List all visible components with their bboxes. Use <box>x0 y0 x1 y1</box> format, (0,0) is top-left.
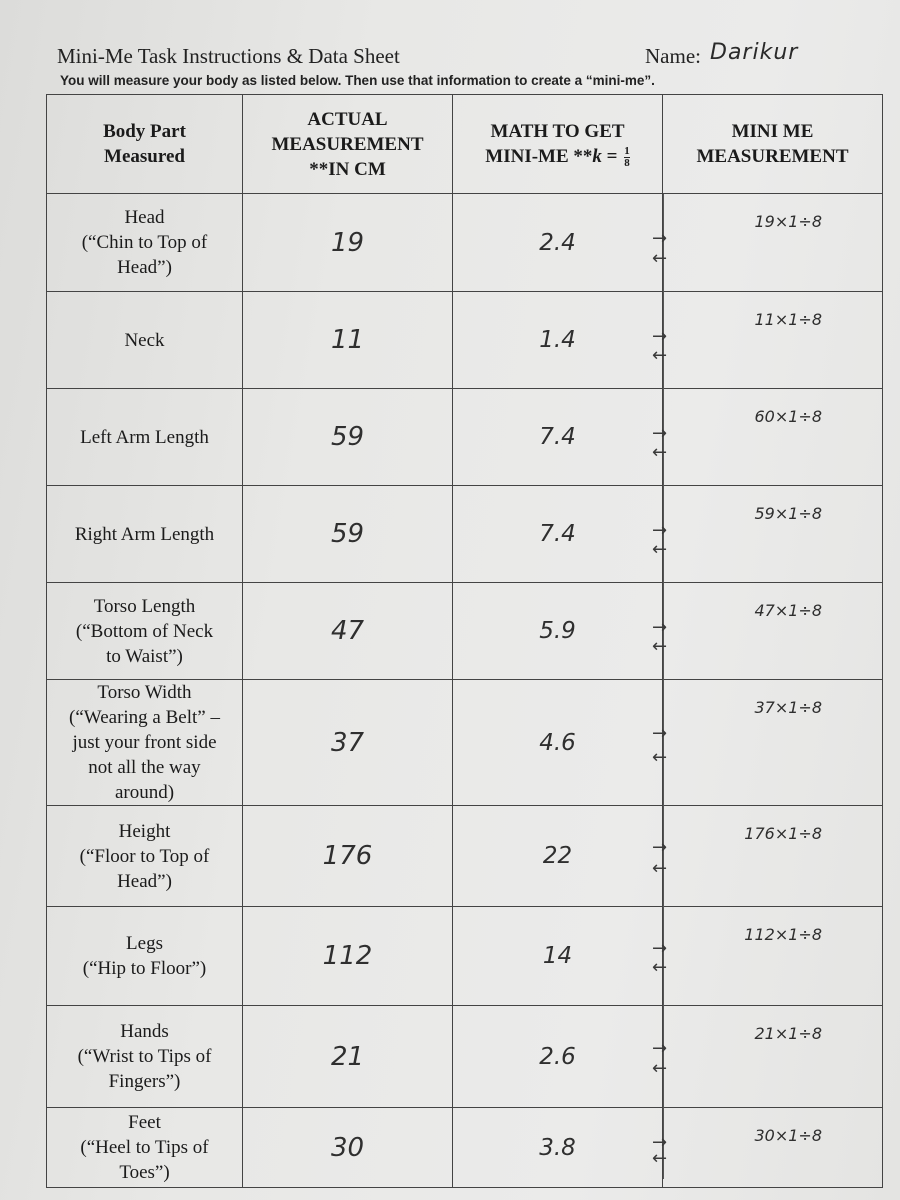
math-result-cell: 1.4 <box>453 292 663 389</box>
body-part-cell: Legs (“Hip to Floor”) <box>47 907 243 1006</box>
arrow-left-icon: ← <box>652 1148 668 1169</box>
math-result-cell: 5.9 <box>453 583 663 680</box>
header-math-eq: = <box>601 145 623 167</box>
table-row <box>47 292 883 389</box>
fraction-numerator: 1 <box>624 145 630 158</box>
sheet-title: Mini-Me Task Instructions & Data Sheet <box>57 44 400 68</box>
arrow-left-icon: ← <box>652 539 668 561</box>
header-math-line2 <box>453 144 662 169</box>
math-result-cell: 14 <box>453 907 663 1006</box>
header-math-line1: MATH TO GET <box>490 120 625 142</box>
actual-measurement-cell: 176 <box>243 806 453 907</box>
arrow-left-icon: ← <box>652 857 668 879</box>
table-row <box>47 680 883 806</box>
table-row <box>47 486 883 583</box>
math-result-cell: 7.4 <box>453 486 663 583</box>
actual-measurement-cell: 30 <box>243 1108 453 1188</box>
actual-measurement-cell: 11 <box>243 292 453 389</box>
scale-fraction <box>624 146 630 169</box>
arrow-right-icon: → <box>652 1037 668 1059</box>
math-result-cell: 2.4 <box>453 194 663 292</box>
name-label: Name: <box>645 44 701 68</box>
actual-measurement-cell: 19 <box>243 194 453 292</box>
header-math-k: k <box>592 145 602 167</box>
mini-me-cell: 60×1÷8 <box>663 389 883 486</box>
mini-me-cell: 176×1÷8 <box>663 806 883 907</box>
math-result-cell: 3.8 <box>453 1108 663 1188</box>
table-row <box>47 194 883 292</box>
mini-me-cell: 59×1÷8 <box>663 486 883 583</box>
mini-me-cell: 11×1÷8 <box>663 292 883 389</box>
body-part-cell: Torso Width (“Wearing a Belt” – just your front side not all the way around) <box>47 680 243 806</box>
body-part-cell: Neck <box>47 292 243 389</box>
arrow-right-icon: → <box>652 616 668 638</box>
actual-measurement-cell: 59 <box>243 486 453 583</box>
header-math <box>453 95 663 194</box>
actual-measurement-cell: 47 <box>243 583 453 680</box>
arrow-left-icon: ← <box>652 636 668 658</box>
data-table <box>46 94 883 1188</box>
mini-me-cell: 112×1÷8 <box>663 907 883 1006</box>
body-part-cell: Torso Length (“Bottom of Neck to Waist”) <box>47 583 243 680</box>
arrow-right-icon: → <box>652 519 668 541</box>
student-name: Darikur <box>710 40 799 65</box>
arrow-left-icon: ← <box>652 345 668 367</box>
body-part-cell: Height (“Floor to Top of Head”) <box>47 806 243 907</box>
arrow-right-icon: → <box>652 1132 668 1153</box>
header-math-prefix: MINI-ME ** <box>485 145 593 167</box>
arrow-left-icon: ← <box>652 957 668 979</box>
arrow-right-icon: → <box>652 228 668 250</box>
math-result-cell: 4.6 <box>453 680 663 806</box>
mini-me-cell: 47×1÷8 <box>663 583 883 680</box>
body-part-cell: Head (“Chin to Top of Head”) <box>47 194 243 292</box>
math-result-cell: 22 <box>453 806 663 907</box>
fraction-denominator: 8 <box>624 157 630 170</box>
arrow-right-icon: → <box>652 722 668 744</box>
actual-measurement-cell: 37 <box>243 680 453 806</box>
mini-me-cell: 21×1÷8 <box>663 1006 883 1108</box>
mini-me-cell: 19×1÷8 <box>663 194 883 292</box>
body-part-cell: Left Arm Length <box>47 389 243 486</box>
math-result-cell: 2.6 <box>453 1006 663 1108</box>
arrow-left-icon: ← <box>652 247 668 269</box>
instructions-text: You will measure your body as listed below. Then use that information to create a “mini-me”. <box>60 73 655 88</box>
arrow-left-icon: ← <box>652 747 668 769</box>
table-row <box>47 907 883 1006</box>
body-part-cell: Hands (“Wrist to Tips of Fingers”) <box>47 1006 243 1108</box>
table-row <box>47 806 883 907</box>
table-row <box>47 1108 883 1188</box>
arrow-right-icon: → <box>652 837 668 859</box>
table-header-row <box>47 95 883 194</box>
table-row <box>47 389 883 486</box>
actual-measurement-cell: 112 <box>243 907 453 1006</box>
header-body-part: Body Part Measured <box>47 95 243 194</box>
arrow-left-icon: ← <box>652 442 668 464</box>
body-part-cell: Right Arm Length <box>47 486 243 583</box>
actual-measurement-cell: 59 <box>243 389 453 486</box>
table-row <box>47 1006 883 1108</box>
header-mini-me-measurement: MINI ME MEASUREMENT <box>663 95 883 194</box>
actual-measurement-cell: 21 <box>243 1006 453 1108</box>
mini-me-cell: 37×1÷8 <box>663 680 883 806</box>
table-row <box>47 583 883 680</box>
body-part-cell: Feet (“Heel to Tips of Toes”) <box>47 1108 243 1188</box>
arrow-right-icon: → <box>652 937 668 959</box>
arrow-right-icon: → <box>652 422 668 444</box>
mini-me-cell: 30×1÷8 <box>663 1108 883 1188</box>
arrow-right-icon: → <box>652 325 668 347</box>
arrow-left-icon: ← <box>652 1058 668 1080</box>
math-result-cell: 7.4 <box>453 389 663 486</box>
header-actual-measurement: ACTUAL MEASUREMENT **IN CM <box>243 95 453 194</box>
